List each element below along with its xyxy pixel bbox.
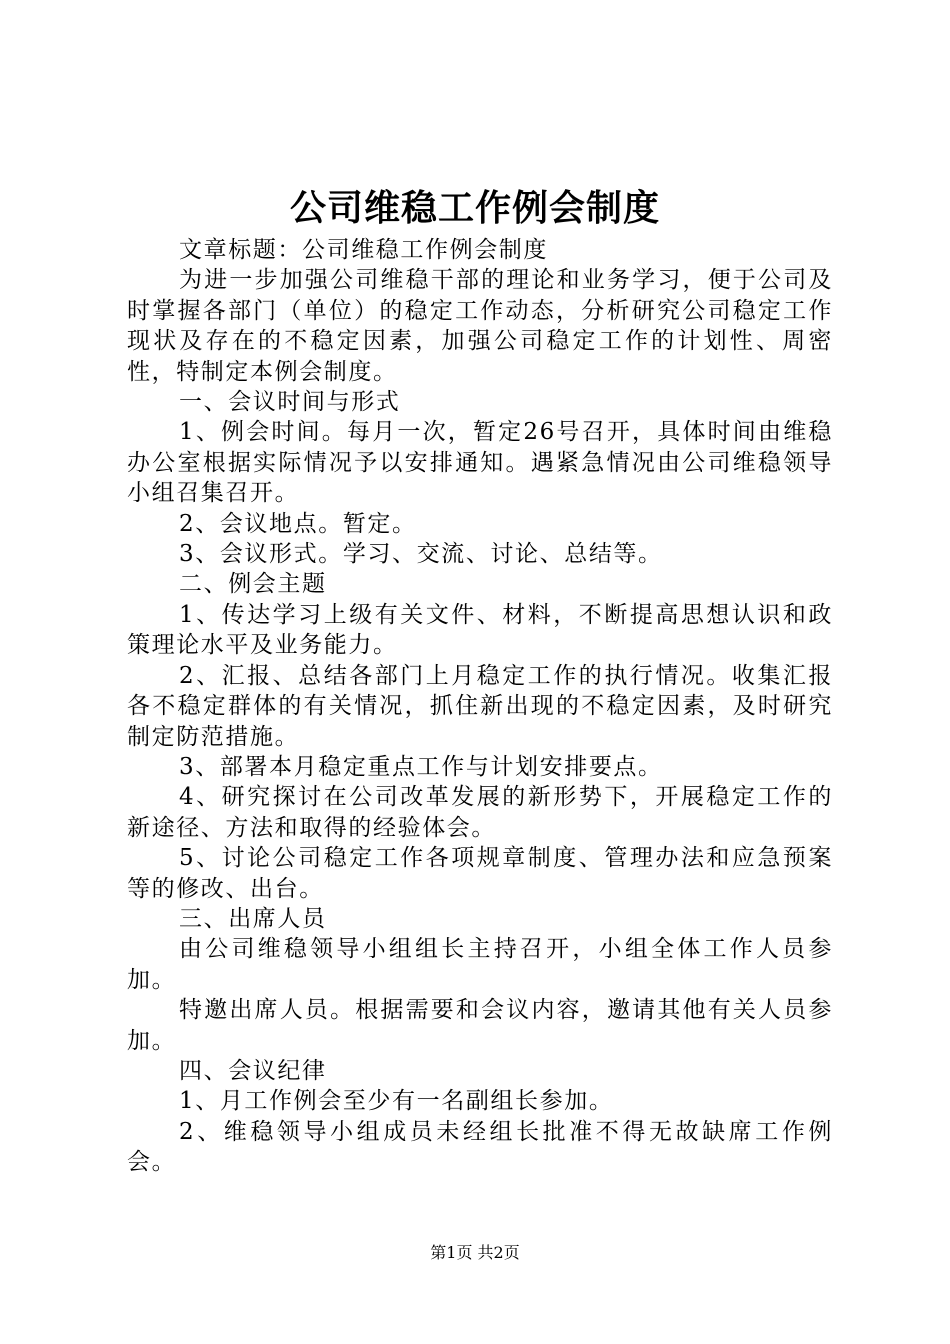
document-body (127, 235, 833, 1178)
paragraph-attendees-2: 特邀出席人员。根据需要和会议内容，邀请其他有关人员参加。 (127, 997, 833, 1054)
paragraph-theme-1: 1、传达学习上级有关文件、材料，不断提高思想认识和政策理论水平及业务能力。 (127, 601, 833, 659)
paragraph-discipline-1: 1、月工作例会至少有一名副组长参加。 (179, 1088, 614, 1115)
document-title: 公司维稳工作例会制度 (289, 187, 660, 229)
section-heading-attendees: 三、出席人员 (179, 905, 327, 932)
paragraph-theme-2: 2、汇报、总结各部门上月稳定工作的执行情况。收集汇报各不稳定群体的有关情况，抓住新出现的不稳定因素，及时研究制定防范措施。 (127, 662, 833, 750)
section-heading-discipline: 四、会议纪律 (179, 1057, 327, 1084)
page-footer: 第1页 共2页 (430, 1243, 520, 1262)
section-heading-time-format: 一、会议时间与形式 (179, 389, 401, 416)
paragraph-theme-3: 3、部署本月稳定重点工作与计划安排要点。 (179, 753, 663, 780)
paragraph-article-title: 文章标题：公司维稳工作例会制度 (179, 237, 548, 263)
paragraph-theme-4: 4、研究探讨在公司改革发展的新形势下，开展稳定工作的新途径、方法和取得的经验体会。 (127, 784, 833, 841)
paragraph-discipline-2: 2、维稳领导小组成员未经组长批准不得无故缺席工作例会。 (127, 1118, 833, 1176)
paragraph-meeting-location: 2、会议地点。暂定。 (179, 510, 417, 537)
paragraph-attendees-1: 由公司维稳领导小组组长主持召开，小组全体工作人员参加。 (127, 936, 833, 993)
paragraph-intro: 为进一步加强公司维稳干部的理论和业务学习，便于公司及时掌握各部门（单位）的稳定工作动态，分析研究公司稳定工作现状及存在的不稳定因素，加强公司稳定工作的计划性、周密性，特制定本例会制度。 (127, 267, 833, 385)
paragraph-theme-5: 5、讨论公司稳定工作各项规章制度、管理办法和应急预案等的修改、出台。 (127, 845, 833, 902)
paragraph-meeting-time: 1、例会时间。每月一次，暂定26号召开，具体时间由维稳办公室根据实际情况予以安排通知。遇紧急情况由公司维稳领导小组召集召开。 (127, 419, 833, 507)
section-heading-theme: 二、例会主题 (179, 571, 327, 598)
paragraph-meeting-form: 3、会议形式。学习、交流、讨论、总结等。 (179, 541, 663, 568)
